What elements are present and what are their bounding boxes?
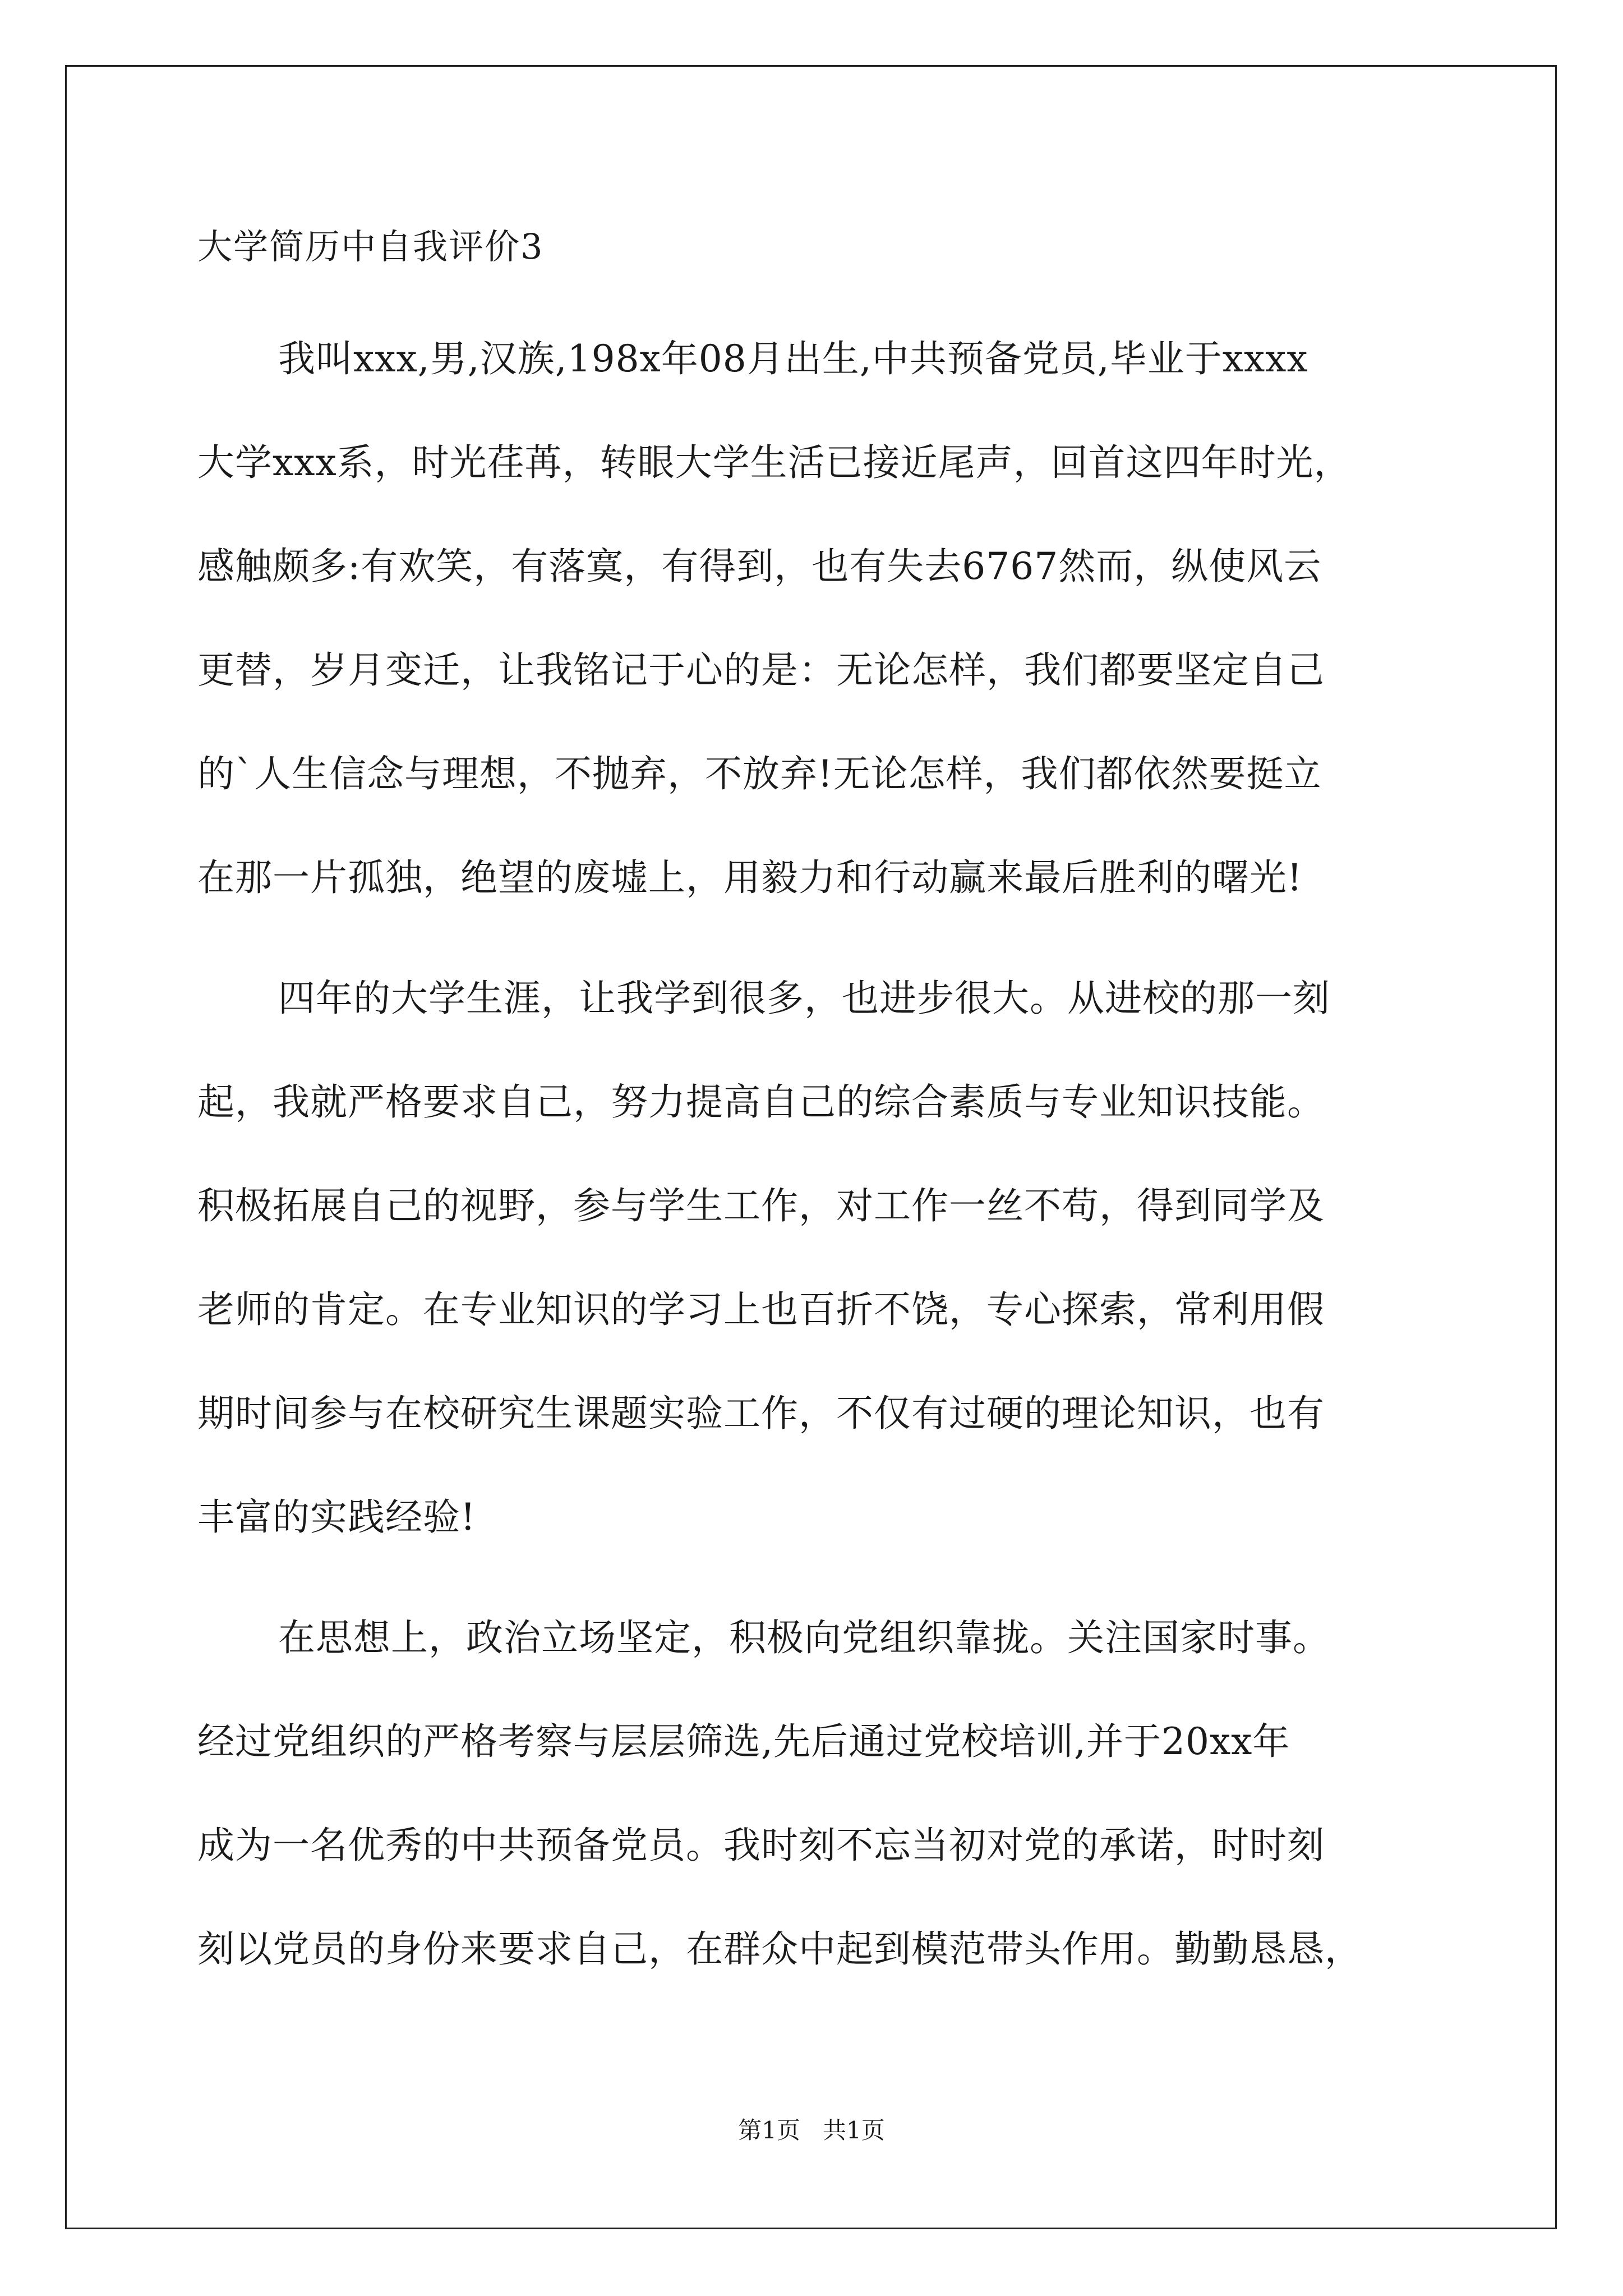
paragraph-2-line-5: 期时间参与在校研究生课题实验工作，不仅有过硬的理论知识，也有 bbox=[197, 1392, 1325, 1435]
paragraph-2-line-2: 起，我就严格要求自己，努力提高自己的综合素质与专业知识技能。 bbox=[197, 1080, 1325, 1124]
paragraph-3-line-2: 经过党组织的严格考察与层层筛选,先后通过党校培训,并于20xx年 bbox=[197, 1720, 1290, 1763]
paragraph-2-line-3: 积极拓展自己的视野，参与学生工作，对工作一丝不苟，得到同学及 bbox=[197, 1184, 1325, 1227]
paragraph-1-line-5: 的`人生信念与理想，不抛弃，不放弃!无论怎样，我们都依然要挺立 bbox=[197, 752, 1322, 795]
paragraph-1-line-2: 大学xxx系，时光荏苒，转眼大学生活已接近尾声，回首这四年时光， bbox=[197, 441, 1352, 484]
paragraph-3-line-1: 在思想上，政治立场坚定，积极向党组织靠拢。关注国家时事。 bbox=[278, 1616, 1330, 1659]
paragraph-1-line-6: 在那一片孤独，绝望的废墟上，用毅力和行动赢来最后胜利的曙光! bbox=[197, 856, 1303, 899]
paragraph-2-line-6: 丰富的实践经验! bbox=[197, 1496, 476, 1539]
page-number-footer: 第1页 共1页 bbox=[738, 2116, 885, 2144]
paragraph-3-line-3: 成为一名优秀的中共预备党员。我时刻不忘当初对党的承诺，时时刻 bbox=[197, 1824, 1325, 1867]
paragraph-1-line-4: 更替，岁月变迁，让我铭记于心的是：无论怎样，我们都要坚定自己 bbox=[197, 648, 1325, 692]
paragraph-1-line-3: 感触颇多:有欢笑，有落寞，有得到，也有失去6767然而，纵使风云 bbox=[197, 545, 1322, 588]
paragraph-2-line-4: 老师的肯定。在专业知识的学习上也百折不饶，专心探索，常利用假 bbox=[197, 1288, 1325, 1331]
paragraph-1-line-1: 我叫xxx,男,汉族,198x年08月出生,中共预备党员,毕业于xxxx bbox=[278, 337, 1308, 380]
paragraph-3-line-4: 刻以党员的身份来要求自己，在群众中起到模范带头作用。勤勤恳恳， bbox=[197, 1927, 1362, 1971]
paragraph-2-line-1: 四年的大学生涯，让我学到很多，也进步很大。从进校的那一刻 bbox=[278, 977, 1330, 1020]
document-title: 大学简历中自我评价3 bbox=[197, 226, 544, 267]
